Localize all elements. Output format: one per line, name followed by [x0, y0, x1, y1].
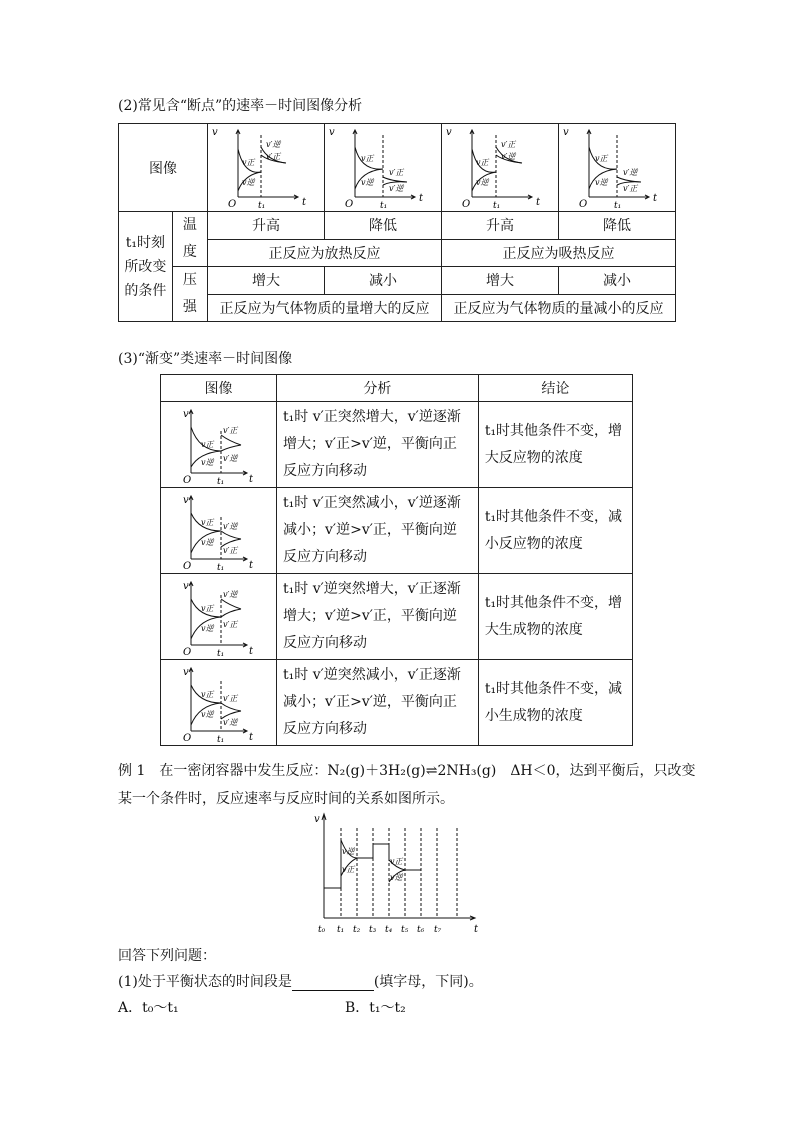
analysis-cell: [277, 660, 479, 746]
v-axis-label: v: [328, 126, 335, 138]
table-row: [161, 488, 633, 574]
conclusion-cell: [478, 574, 632, 660]
t1-label: t₁: [613, 200, 622, 211]
temp-char: 度: [182, 244, 197, 260]
tick-label: t₃: [369, 925, 377, 935]
origin-label: O: [344, 198, 354, 210]
analysis-line: 反应方向移动: [283, 721, 367, 737]
table-row: [161, 660, 633, 746]
temp-value: 升高: [207, 212, 324, 240]
graph-temp-down: [325, 125, 441, 211]
condition-line: 的条件: [124, 282, 167, 299]
temp-value: 降低: [558, 212, 675, 240]
conclusion-cell: [478, 660, 632, 746]
origin-label: O: [183, 732, 192, 743]
vp-rev-label: v′逆: [265, 139, 281, 149]
condition-line: 所改变: [124, 258, 167, 275]
v-fwd-label: v正: [342, 865, 355, 874]
analysis-line: 增大；v′逆>v′正，平衡向逆: [283, 608, 457, 624]
analysis-line: 增大；v′正>v′逆，平衡向正: [283, 436, 457, 452]
t-axis-label: t: [249, 559, 254, 571]
pressure-note: 正反应为气体物质的量减小的反应: [441, 294, 675, 322]
pressure-value: 减小: [324, 267, 441, 295]
v-rev-label: v逆: [201, 623, 214, 633]
conclusion-line: 大生成物的浓度: [484, 621, 583, 638]
t-axis-label: t: [249, 473, 254, 485]
analysis-line: t₁时 v′正突然减小，v′逆逐渐: [283, 495, 461, 511]
v-axis-label: v: [183, 580, 189, 592]
origin-label: O: [578, 198, 588, 210]
graph-cell: [324, 124, 441, 212]
t-axis-label: t: [249, 645, 254, 657]
vp-fwd-label: v′正: [265, 151, 281, 161]
v-rev-label: v逆: [594, 177, 608, 187]
v-fwd-label: v正: [201, 439, 214, 449]
vp-fwd-label: v′正: [223, 693, 238, 703]
graph-cell: [161, 660, 277, 746]
header-image: 图像: [161, 375, 277, 402]
t1-label: t₁: [492, 200, 501, 211]
t1-label: t₁: [217, 648, 225, 657]
v-fwd-label: v正: [201, 603, 214, 613]
conclusion-line: 小反应物的浓度: [484, 535, 583, 552]
vp-fwd-label: v′正: [622, 183, 638, 193]
conclusion-line: 大反应物的浓度: [484, 449, 583, 466]
v-fwd-label: v正: [594, 153, 608, 163]
analysis-line: t₁时 v′逆突然减小，v′正逐渐: [283, 667, 461, 683]
tick-label: t₇: [434, 925, 442, 935]
vp-fwd-label: v′正: [388, 167, 404, 177]
pressure-note: 正反应为气体物质的量增大的反应: [207, 294, 441, 322]
v-axis-label: v: [211, 126, 218, 138]
vp-rev-label: v′逆: [500, 151, 516, 161]
answer-prompt: 回答下列问题：: [118, 948, 216, 964]
t1-label: t₁: [379, 200, 388, 211]
vp-rev-label: v′逆: [223, 717, 238, 727]
v-rev-label: v逆: [360, 177, 374, 187]
conclusion-line: t₁时其他条件不变，减: [484, 508, 623, 525]
graph-cell: [161, 402, 277, 488]
header-conclusion: 结论: [478, 375, 632, 402]
temp-value: 降低: [324, 212, 441, 240]
question-1-suffix: (填字母，下同)。: [373, 974, 483, 990]
question-1: [118, 971, 483, 991]
graph-cell: [207, 124, 324, 212]
v-rev-label: v逆: [201, 457, 214, 467]
analysis-line: 减小；v′逆>v′正，平衡向逆: [283, 522, 457, 538]
section2-heading: (2)常见含“断点”的速率－时间图像分析: [118, 98, 363, 114]
conclusion-cell: [478, 402, 632, 488]
t1-label: t₁: [217, 476, 225, 485]
v-fwd-label: v正: [360, 153, 374, 163]
t-axis-label: t: [418, 192, 424, 204]
vp-rev-label: v′逆: [223, 589, 238, 599]
pressure-value: 增大: [207, 267, 324, 295]
tick-label: t₂: [353, 925, 361, 935]
vp-fwd-label: v′正: [500, 139, 516, 149]
t-axis-label: t: [535, 196, 541, 208]
graph-increase-product: [161, 577, 276, 657]
vp-rev-label: v′逆: [622, 167, 638, 177]
v-fwd-label: v正: [390, 857, 403, 866]
conclusion-line: t₁时其他条件不变，增: [484, 422, 623, 439]
v-rev-label: v逆: [475, 177, 489, 187]
temp-value: 升高: [441, 212, 558, 240]
graph-temp-down-endo: [559, 125, 675, 211]
origin-label: O: [227, 198, 237, 210]
pressure-char: 强: [182, 299, 197, 315]
tick-label: t₅: [401, 925, 409, 935]
t-axis-label: t: [474, 924, 479, 935]
graph-cell: [161, 488, 277, 574]
breakpoint-table: [118, 123, 676, 322]
t1-label: t₁: [257, 200, 266, 211]
v-fwd-label: v正: [201, 689, 214, 699]
t-axis-label: t: [652, 192, 658, 204]
v-axis-label: v: [183, 494, 189, 506]
graph-temp-up: [208, 125, 324, 211]
v-fwd-label: v正: [475, 157, 489, 167]
origin-label: O: [461, 198, 471, 210]
t1-label: t₁: [217, 562, 225, 571]
section3-heading: (3)“渐变”类速率－时间图像: [118, 351, 293, 367]
v-fwd-label: v正: [201, 517, 214, 527]
option-b[interactable]: B．t₁～t₂: [345, 1000, 406, 1016]
vp-fwd-label: v′正: [223, 619, 238, 629]
pressure-value: 减小: [558, 267, 675, 295]
question-1-prefix: (1)处于平衡状态的时间段是: [118, 974, 292, 990]
condition-line: t₁时刻: [125, 234, 165, 251]
vp-fwd-label: v′正: [223, 425, 238, 435]
conclusion-cell: [478, 488, 632, 574]
t1-label: t₁: [217, 734, 225, 743]
t-axis-label: t: [301, 196, 307, 208]
tick-label: t₀: [318, 925, 326, 935]
v-fwd-label: v正: [241, 157, 255, 167]
v-rev-label: v逆: [241, 177, 255, 187]
conclusion-line: 小生成物的浓度: [484, 707, 583, 724]
temp-note: 正反应为放热反应: [207, 239, 441, 267]
graph-increase-reactant: [161, 405, 276, 485]
tick-label: t₄: [385, 925, 393, 935]
graph-decrease-reactant: [161, 491, 276, 571]
analysis-line: t₁时 v′正突然增大，v′逆逐渐: [283, 409, 461, 425]
graph-temp-up-endo: [442, 125, 558, 211]
table-row: [161, 402, 633, 488]
v-rev-label: v逆: [201, 537, 214, 547]
vp-rev-label: v′逆: [388, 183, 404, 193]
temp-char: 温: [182, 217, 197, 233]
answer-blank[interactable]: [292, 976, 374, 991]
conclusion-line: t₁时其他条件不变，减: [484, 680, 623, 697]
image-header: 图像: [119, 124, 208, 212]
pressure-value: 增大: [441, 267, 558, 295]
pressure-label: [172, 267, 207, 322]
gradual-table: [160, 374, 633, 746]
analysis-line: 反应方向移动: [283, 635, 367, 651]
graph-cell: [558, 124, 675, 212]
graph-cell: [161, 574, 277, 660]
example-line-1: 例 1 在一密闭容器中发生反应：N₂(g)＋3H₂(g)⇌2NH₃(g) ΔH＜0，达到平衡后，只改变: [118, 763, 696, 779]
analysis-line: 反应方向移动: [283, 549, 367, 565]
vp-rev-label: v′逆: [223, 521, 238, 531]
example-rate-graph: [310, 810, 490, 936]
table-row: [161, 574, 633, 660]
v-axis-label: v: [562, 126, 569, 138]
v-rev-label: v逆: [201, 709, 214, 719]
v-axis-label: v: [314, 814, 320, 825]
analysis-cell: [277, 402, 479, 488]
v-axis-label: v: [183, 408, 189, 420]
example-line-2: 某一个条件时，反应速率与反应时间的关系如图所示。: [118, 791, 454, 807]
analysis-cell: [277, 488, 479, 574]
conclusion-line: t₁时其他条件不变，增: [484, 594, 623, 611]
analysis-line: 反应方向移动: [283, 463, 367, 479]
temp-label: [172, 212, 207, 267]
pressure-char: 压: [182, 272, 197, 288]
condition-label: [119, 212, 173, 322]
option-a[interactable]: A．t₀～t₁: [118, 1000, 179, 1016]
v-axis-label: v: [445, 126, 452, 138]
v-rev-label: v逆: [390, 873, 403, 882]
analysis-line: 减小；v′正>v′逆，平衡向正: [283, 694, 457, 710]
analysis-line: t₁时 v′逆突然增大，v′正逐渐: [283, 581, 461, 597]
t-axis-label: t: [249, 731, 254, 743]
v-rev-label: v逆: [342, 847, 355, 856]
analysis-cell: [277, 574, 479, 660]
header-analysis: 分析: [277, 375, 479, 402]
v-axis-label: v: [183, 666, 189, 678]
tick-label: t₁: [337, 925, 345, 935]
origin-label: O: [183, 474, 192, 485]
temp-note: 正反应为吸热反应: [441, 239, 675, 267]
graph-cell: [441, 124, 558, 212]
origin-label: O: [183, 646, 192, 657]
graph-decrease-product: [161, 663, 276, 743]
origin-label: O: [183, 560, 192, 571]
vp-rev-label: v′逆: [223, 453, 238, 463]
tick-label: t₆: [417, 925, 425, 935]
vp-fwd-label: v′正: [223, 545, 238, 555]
